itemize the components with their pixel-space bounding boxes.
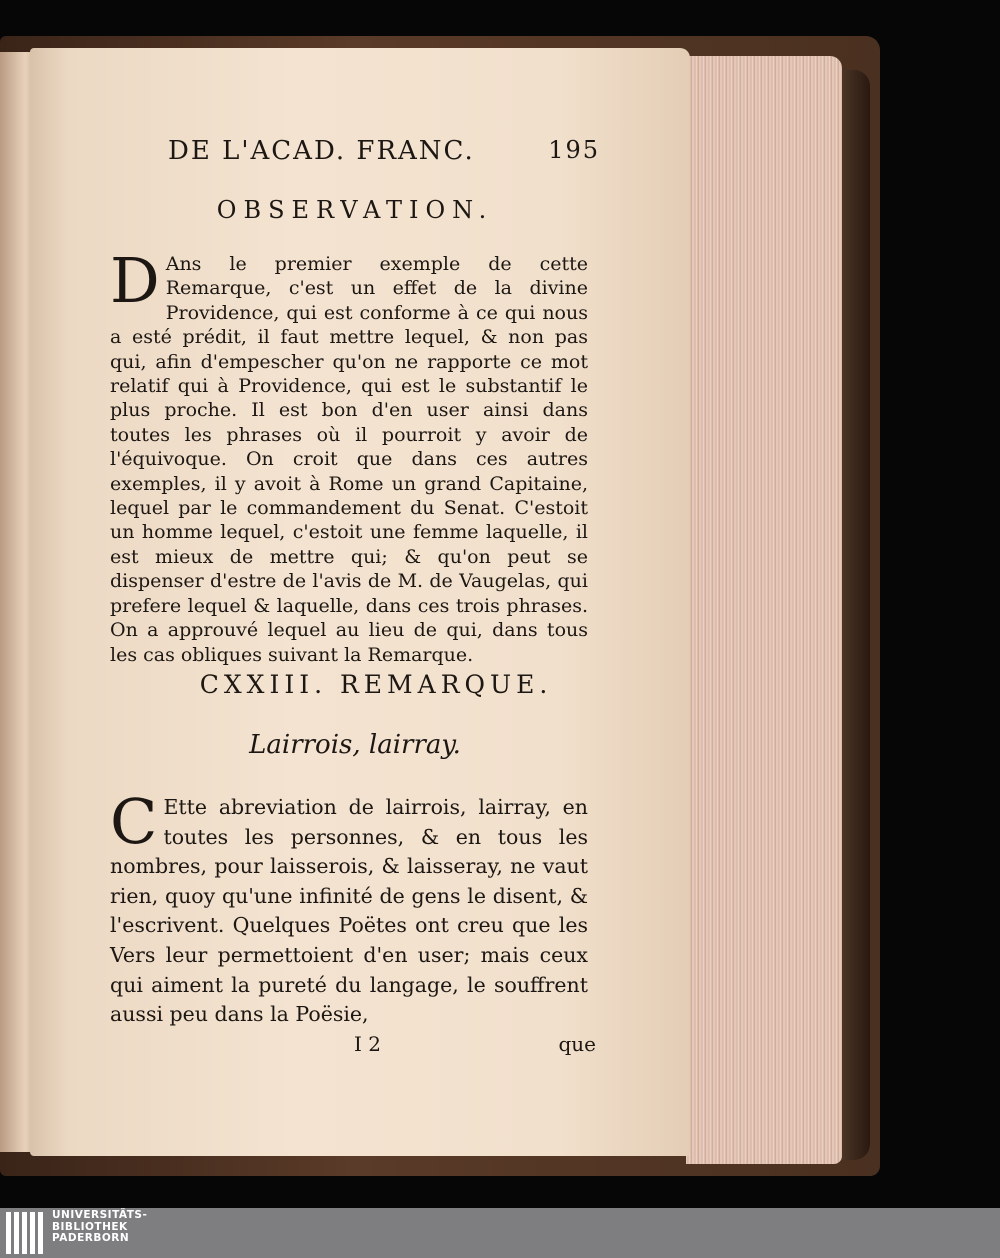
remarque-paragraph: [110, 785, 588, 1030]
running-head-title: DE L'ACAD. FRANC.: [168, 136, 475, 166]
observation-paragraph: [110, 244, 588, 667]
page-edges: [686, 56, 842, 1164]
library-name-line-2: BIBLIOTHEK: [52, 1220, 128, 1233]
library-banner: [0, 1208, 1000, 1258]
page-number: 195: [548, 136, 600, 164]
running-head: [168, 136, 600, 172]
catchword: que: [558, 1032, 596, 1056]
book-page: [30, 48, 690, 1156]
remarque-text: Ette abreviation de lairrois, lairray, en toutes les personnes, & en tous les nombres, pour laisserois, & laisseray, ne vaut rien, quoy qu'une infinité de gens le disent, & l'escrivent. Quelques Poëtes ont creu que les Vers leur permettoient d'en user; mais ceux qui aiment la pureté du langage, le souffrent aussi peu dans la Poësie,: [110, 795, 588, 1027]
remarque-subtitle: Lairrois, lairray.: [249, 730, 461, 760]
page-footer: [110, 1032, 596, 1062]
dropcap-d: D: [110, 244, 160, 317]
dropcap-c: C: [110, 785, 158, 858]
signature-mark: I 2: [354, 1032, 381, 1056]
library-name: [52, 1210, 147, 1245]
library-logo-icon: [4, 1212, 46, 1254]
observation-heading: OBSERVATION.: [216, 196, 494, 224]
remarque-heading: CXXIII. REMARQUE.: [199, 670, 553, 699]
library-name-line-3: PADERBORN: [52, 1232, 130, 1244]
observation-text: Ans le premier exemple de cette Remarque, c'est un effet de la divine Providence, qui est conforme à ce qui nous a esté prédit, il faut mettre lequel, & non pas qui, afin d'empescher qu'on ne rapporte ce mot relatif qui à Providence, qui est le substantif le plus proche. Il est bon d'en user ainsi dans toutes les phrases où il pourroit y avoir de l'équivoque. On croit que dans ces autres exemples, il y avoit à Rome un grand Capitaine, lequel par le commandement du Senat. C'estoit un homme lequel, c'estoit une femme laquelle, il est mieux de mettre qui; & qu'on peut se dispenser d'estre de l'avis de M. de Vaugelas, qui prefere lequel & laquelle, dans ces trois phrases. On a approuvé lequel au lieu de qui, dans tous les cas obliques suivant la Remarque.: [110, 253, 588, 666]
library-name-line-1: UNIVERSITÄTS-: [52, 1209, 148, 1221]
